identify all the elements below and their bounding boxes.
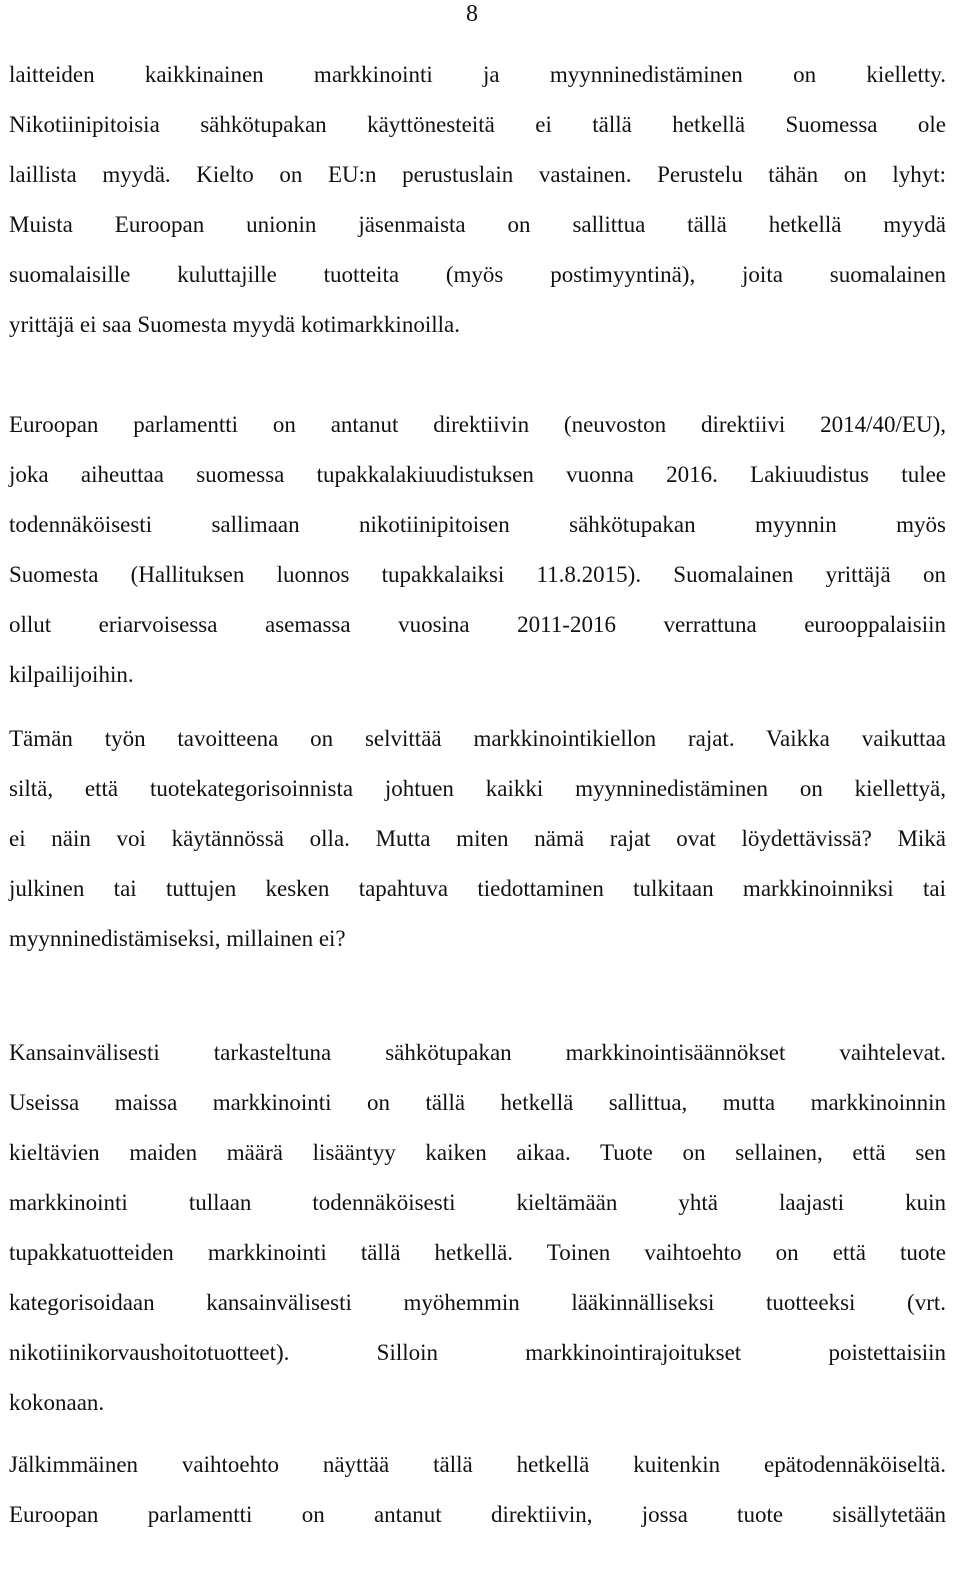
text-line: siltä, että tuotekategorisoinnista johtuen kaikki myynninedistäminen on kiellettyä, xyxy=(9,776,946,801)
text-line: kokonaan. xyxy=(9,1390,105,1415)
text-line: laillista myydä. Kielto on EU:n perustuslain vastainen. Perustelu tähän on lyhyt: xyxy=(9,162,946,187)
paragraph-2 xyxy=(9,400,946,700)
paragraph-1 xyxy=(9,50,946,350)
text-line: yrittäjä ei saa Suomesta myydä kotimarkkinoilla. xyxy=(9,312,460,337)
text-line: kilpailijoihin. xyxy=(9,662,134,687)
text-line: ollut eriarvoisessa asemassa vuosina 2011-2016 verrattuna eurooppalaisiin xyxy=(9,612,946,637)
paragraph-4 xyxy=(9,1028,946,1428)
text-line: todennäköisesti sallimaan nikotiinipitoisen sähkötupakan myynnin myös xyxy=(9,512,946,537)
paragraph-3 xyxy=(9,714,946,964)
text-line: laitteiden kaikkinainen markkinointi ja myynninedistäminen on kielletty. xyxy=(9,62,946,87)
text-line: kategorisoidaan kansainvälisesti myöhemmin lääkinnälliseksi tuotteeksi (vrt. xyxy=(9,1290,946,1315)
text-line: Jälkimmäinen vaihtoehto näyttää tällä hetkellä kuitenkin epätodennäköiseltä. xyxy=(9,1452,946,1477)
page-number: 8 xyxy=(466,1,478,27)
text-line: Euroopan parlamentti on antanut direktiivin, jossa tuote sisällytetään xyxy=(9,1502,946,1527)
text-line: markkinointi tullaan todennäköisesti kieltämään yhtä laajasti kuin xyxy=(9,1190,946,1215)
text-line: Nikotiinipitoisia sähkötupakan käyttönesteitä ei tällä hetkellä Suomessa ole xyxy=(9,112,946,137)
paragraph-5 xyxy=(9,1440,946,1540)
text-line: ei näin voi käytännössä olla. Mutta miten nämä rajat ovat löydettävissä? Mikä xyxy=(9,826,946,851)
text-line: Tämän työn tavoitteena on selvittää markkinointikiellon rajat. Vaikka vaikuttaa xyxy=(9,726,946,751)
text-line: Kansainvälisesti tarkasteltuna sähkötupakan markkinointisäännökset vaihtelevat. xyxy=(9,1040,946,1065)
text-line: Useissa maissa markkinointi on tällä hetkellä sallittua, mutta markkinoinnin xyxy=(9,1090,946,1115)
text-line: julkinen tai tuttujen kesken tapahtuva tiedottaminen tulkitaan markkinoinniksi tai xyxy=(9,876,946,901)
text-line: kieltävien maiden määrä lisääntyy kaiken aikaa. Tuote on sellainen, että sen xyxy=(9,1140,946,1165)
text-line: Muista Euroopan unionin jäsenmaista on sallittua tällä hetkellä myydä xyxy=(9,212,946,237)
text-line: Suomesta (Hallituksen luonnos tupakkalaiksi 11.8.2015). Suomalainen yrittäjä on xyxy=(9,562,946,587)
text-line: myynninedistämiseksi, millainen ei? xyxy=(9,926,346,951)
text-line: joka aiheuttaa suomessa tupakkalakiuudistuksen vuonna 2016. Lakiuudistus tulee xyxy=(9,462,946,487)
text-line: Euroopan parlamentti on antanut direktiivin (neuvoston direktiivi 2014/40/EU), xyxy=(9,412,946,437)
text-line: tupakkatuotteiden markkinointi tällä hetkellä. Toinen vaihtoehto on että tuote xyxy=(9,1240,946,1265)
text-line: nikotiinikorvaushoitotuotteet). Silloin markkinointirajoitukset poistettaisiin xyxy=(9,1340,946,1365)
text-line: suomalaisille kuluttajille tuotteita (myös postimyyntinä), joita suomalainen xyxy=(9,262,946,287)
